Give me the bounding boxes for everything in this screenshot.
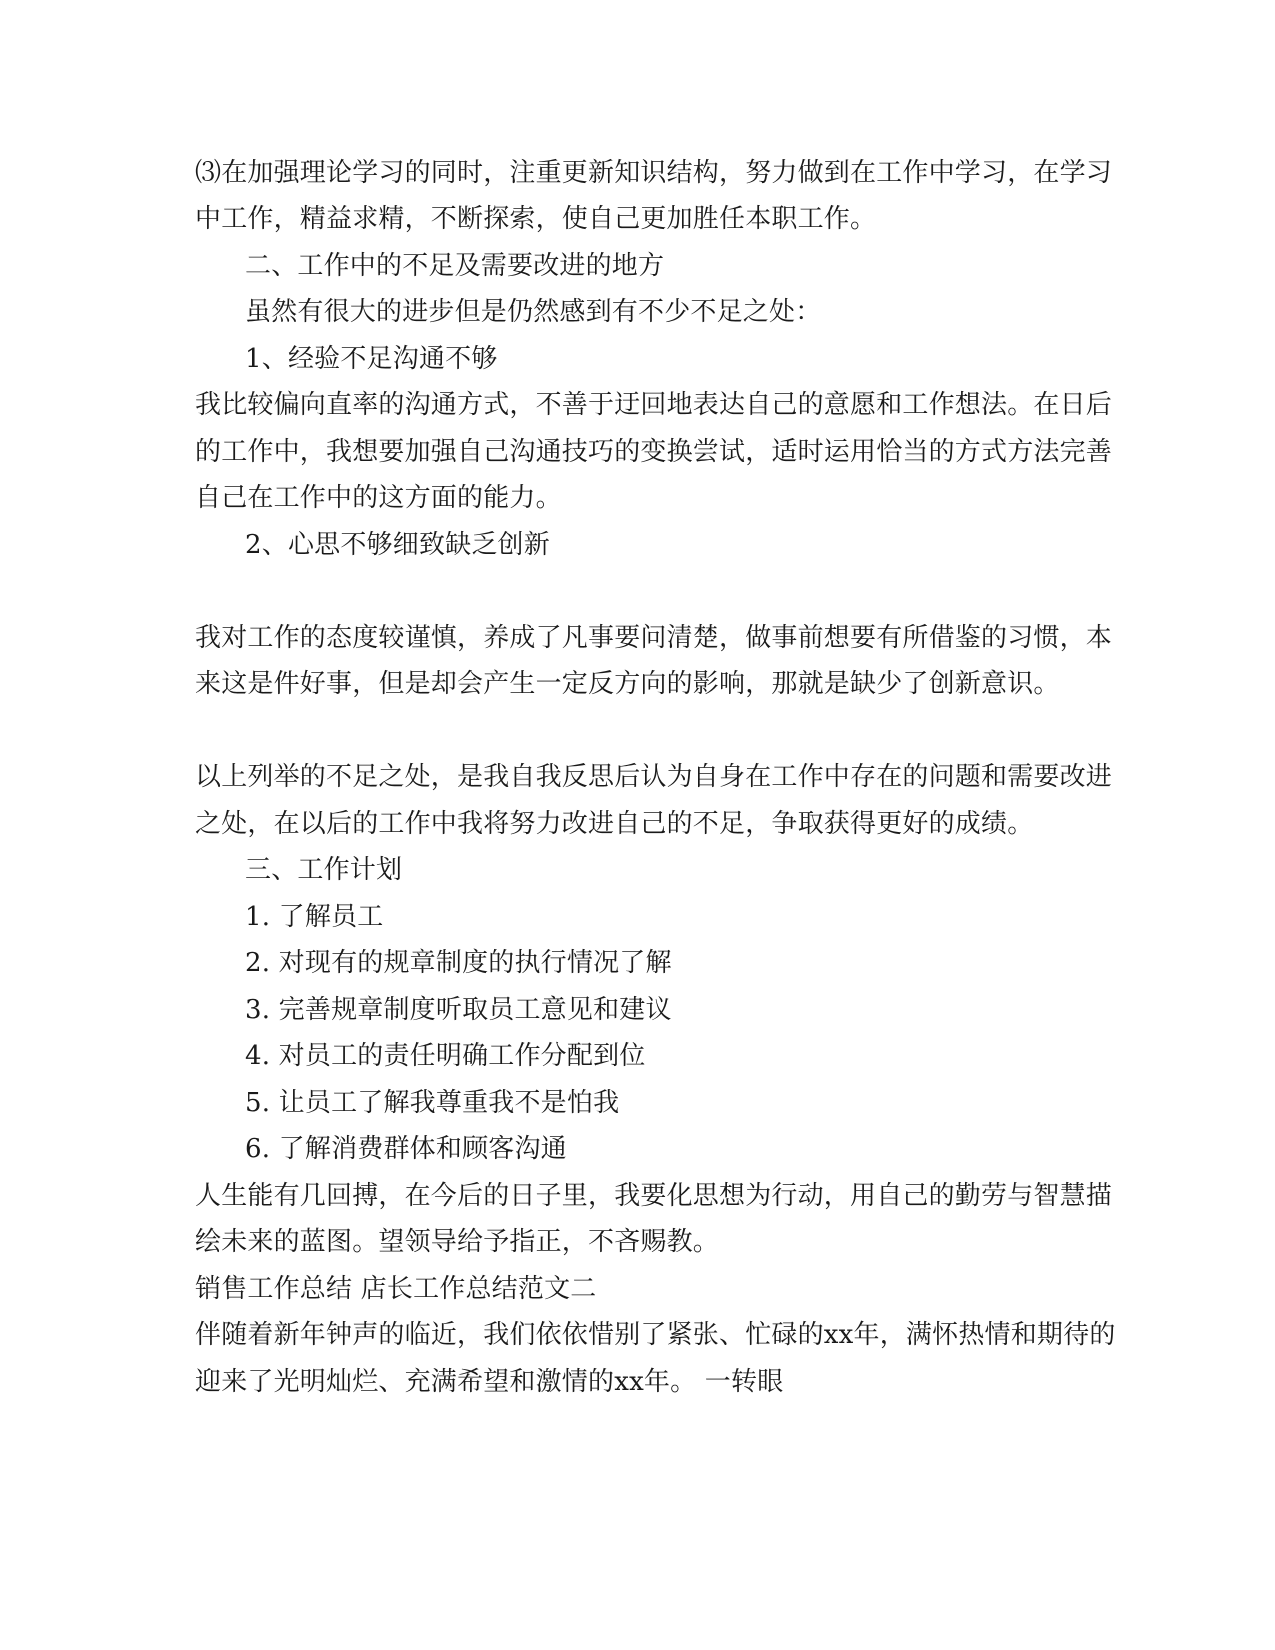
list-item: 3. 完善规章制度听取员工意见和建议	[245, 995, 672, 1025]
list-item: 4. 对员工的责任明确工作分配到位	[245, 1041, 646, 1071]
paragraph-line: 之处，在以后的工作中我将努力改进自己的不足，争取获得更好的成绩。	[195, 809, 1034, 839]
list-item: 6. 了解消费群体和顾客沟通	[245, 1134, 567, 1164]
paragraph-line: 来这是件好事，但是却会产生一定反方向的影响，那就是缺少了创新意识。	[195, 669, 1060, 699]
paragraph-line: 绘未来的蓝图。望领导给予指正，不吝赐教。	[195, 1227, 720, 1257]
document-title: 销售工作总结 店长工作总结范文二	[195, 1274, 597, 1304]
paragraph-line: 自己在工作中的这方面的能力。	[195, 483, 562, 513]
paragraph-line: 伴随着新年钟声的临近，我们依依惜别了紧张、忙碌的xx年，满怀热情和期待的	[195, 1320, 1116, 1350]
paragraph-line: ⑶在加强理论学习的同时，注重更新知识结构，努力做到在工作中学习，在学习	[195, 158, 1113, 188]
paragraph-line: 虽然有很大的进步但是仍然感到有不少不足之处：	[245, 297, 822, 327]
list-item: 5. 让员工了解我尊重我不是怕我	[245, 1088, 620, 1118]
paragraph-line: 我比较偏向直率的沟通方式，不善于迂回地表达自己的意愿和工作想法。在日后	[195, 390, 1113, 420]
paragraph-line: 中工作，精益求精，不断探索，使自己更加胜任本职工作。	[195, 204, 877, 234]
section-heading: 二、工作中的不足及需要改进的地方	[245, 251, 665, 281]
subsection-heading: 1、经验不足沟通不够	[245, 344, 498, 374]
paragraph-line: 迎来了光明灿烂、充满希望和激情的xx年。 一转眼	[195, 1367, 784, 1397]
subsection-heading: 2、心思不够细致缺乏创新	[245, 530, 550, 560]
paragraph-line: 以上列举的不足之处，是我自我反思后认为自身在工作中存在的问题和需要改进	[195, 762, 1113, 792]
list-item: 1. 了解员工	[245, 902, 384, 932]
section-heading: 三、工作计划	[245, 855, 403, 885]
list-item: 2. 对现有的规章制度的执行情况了解	[245, 948, 672, 978]
paragraph-line: 人生能有几回搏，在今后的日子里，我要化思想为行动，用自己的勤劳与智慧描	[195, 1181, 1113, 1211]
paragraph-line: 我对工作的态度较谨慎，养成了凡事要问清楚，做事前想要有所借鉴的习惯，本	[195, 623, 1113, 653]
paragraph-line: 的工作中，我想要加强自己沟通技巧的变换尝试，适时运用恰当的方式方法完善	[195, 437, 1113, 467]
